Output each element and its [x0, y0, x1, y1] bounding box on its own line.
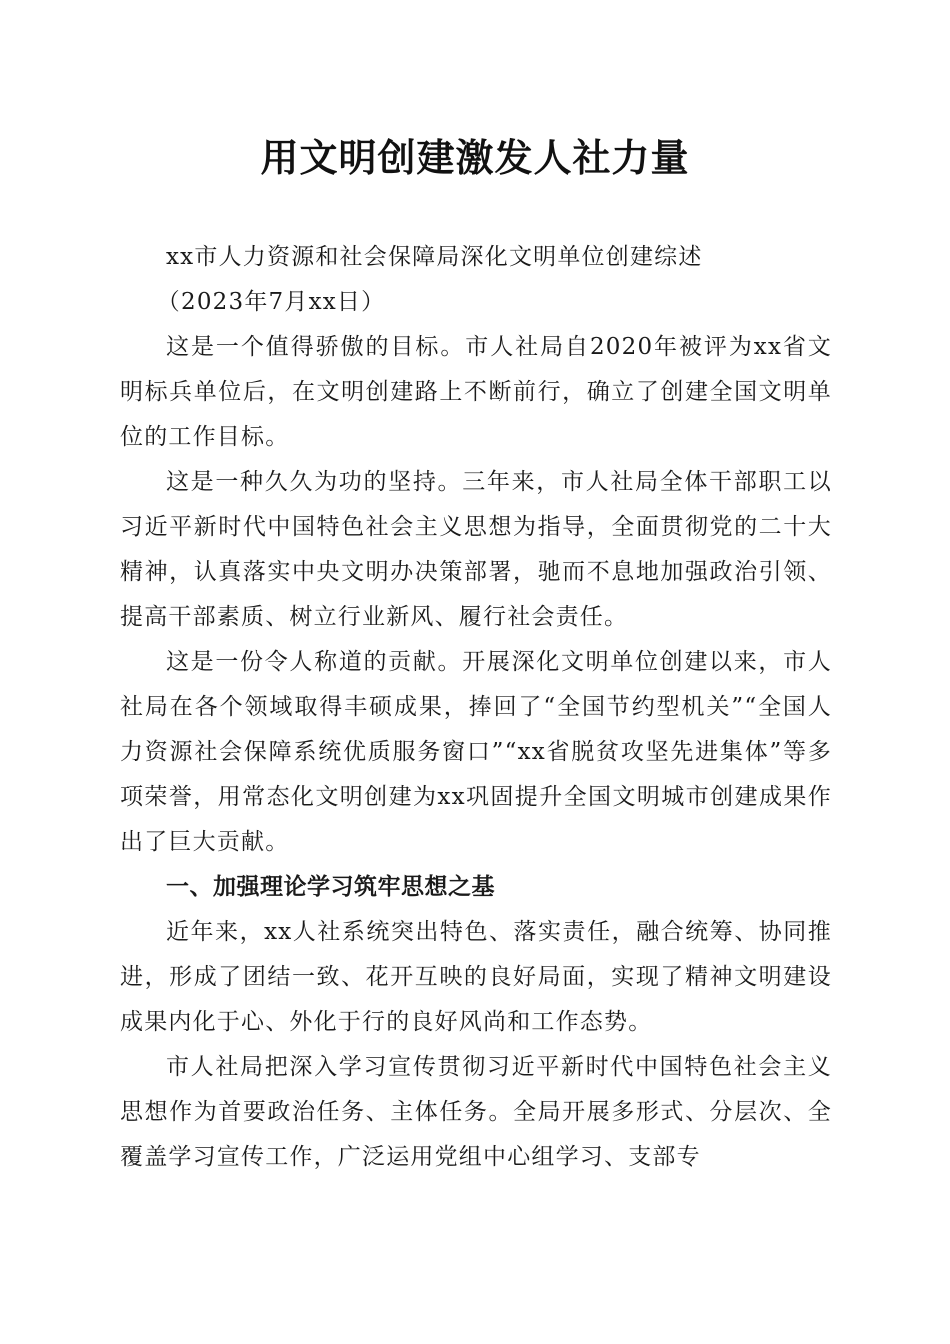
document-body [120, 235, 832, 1180]
paragraph: 这是一份令人称道的贡献。开展深化文明单位创建以来，市人社局在各个领域取得丰硕成果，捧回了“全国节约型机关”“全国人力资源社会保障系统优质服务窗口”“xx省脱贫攻坚先进集体”等多项荣誉，用常态化文明创建为xx巩固提升全国文明城市创建成果作出了巨大贡献。 [120, 649, 832, 855]
paragraph: 这是一种久久为功的坚持。三年来，市人社局全体干部职工以习近平新时代中国特色社会主义思想为指导，全面贯彻党的二十大精神，认真落实中央文明办决策部署，驰而不息地加强政治引领、提高干部素质、树立行业新风、履行社会责任。 [120, 469, 832, 630]
document-date: （2023年7月xx日） [156, 289, 386, 315]
document-subtitle: xx市人力资源和社会保障局深化文明单位创建综述 [166, 244, 703, 270]
paragraph: 市人社局把深入学习宣传贯彻习近平新时代中国特色社会主义思想作为首要政治任务、主体任务。全局开展多形式、分层次、全覆盖学习宣传工作，广泛运用党组中心组学习、支部专 [120, 1054, 832, 1170]
paragraph: 这是一个值得骄傲的目标。市人社局自2020年被评为xx省文明标兵单位后，在文明创建路上不断前行，确立了创建全国文明单位的工作目标。 [120, 334, 832, 450]
paragraph: 近年来，xx人社系统突出特色、落实责任，融合统筹、协同推进，形成了团结一致、花开互映的良好局面，实现了精神文明建设成果内化于心、外化于行的良好风尚和工作态势。 [120, 919, 832, 1035]
section-heading: 一、加强理论学习筑牢思想之基 [166, 874, 495, 900]
document-title: 用文明创建激发人社力量 [260, 135, 690, 180]
